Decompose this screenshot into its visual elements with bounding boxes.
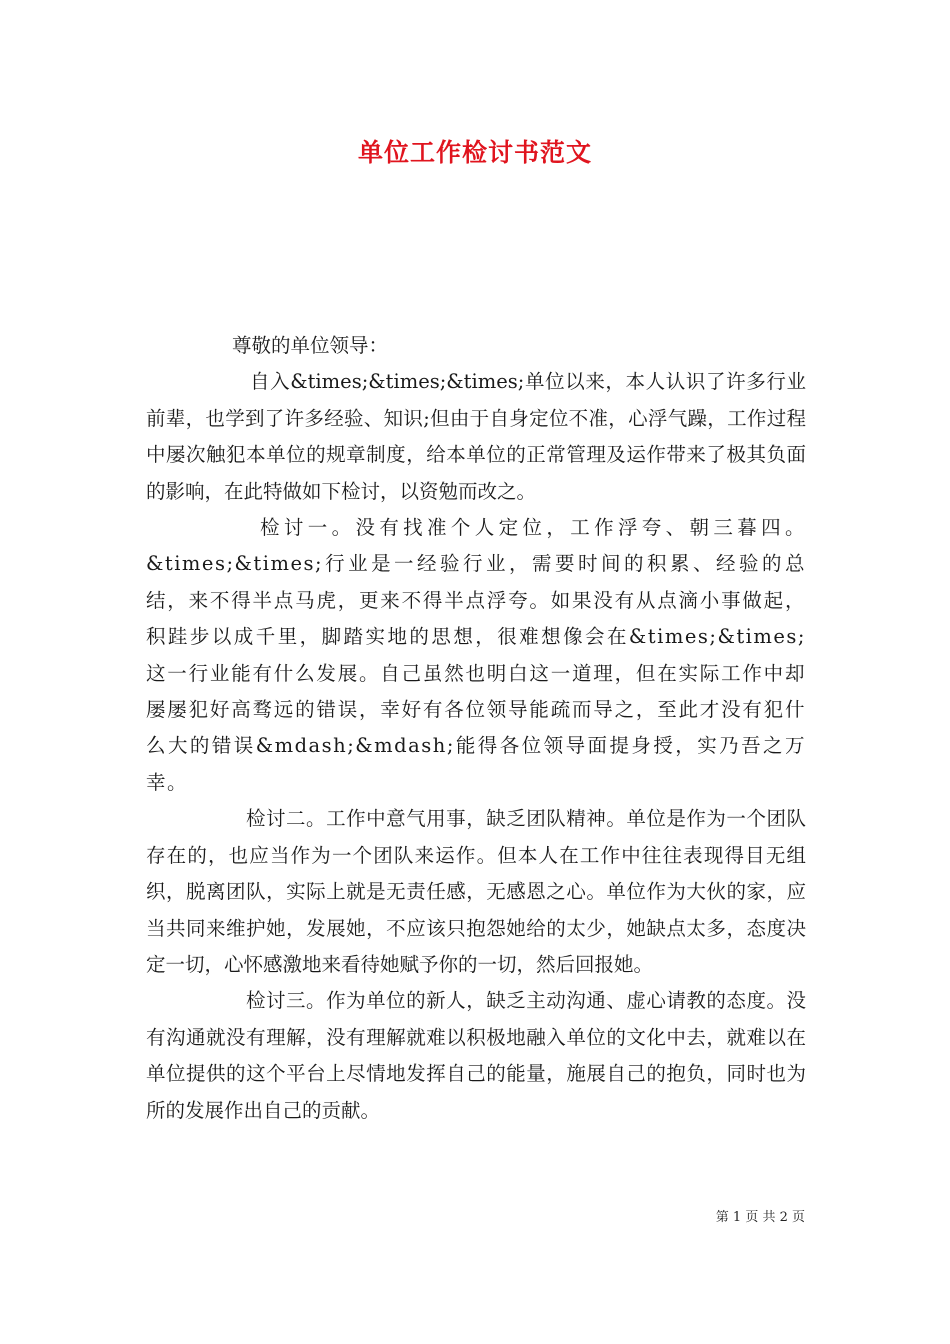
paragraph-review-three: 检讨三。作为单位的新人，缺乏主动沟通、虚心请教的态度。没有沟通就没有理解，没有理解就难以积极地融入单位的文化中去，就难以在单位提供的这个平台上尽情地发挥自己的能量，施展自己的抱负，同时也为所的发展作出自己的贡献。	[146, 989, 806, 1122]
document-title: 单位工作检讨书范文	[357, 138, 592, 167]
paragraph-review-one: 检讨一。没有找准个人定位，工作浮夸、朝三暮四。&times;&times;行业是一经验行业，需要时间的积累、经验的总结，来不得半点马虎，更来不得半点浮夸。如果没有从点滴小事做起，积跬步以成千里，脚踏实地的思想，很难想像会在&times;&times;这一行业能有什么发展。自己虽然也明白这一道理，但在实际工作中却屡屡犯好高骛远的错误，幸好有各位领导能疏而导之，至此才没有犯什么大的错误&mdash;&mdash;能得各位领导面提身授，实乃吾之万幸。	[146, 516, 806, 794]
page-indicator: 第 1 页 共 2 页	[715, 1210, 805, 1225]
salutation: 尊敬的单位领导：	[232, 334, 389, 357]
paragraph-review-two: 检讨二。工作中意气用事，缺乏团队精神。单位是作为一个团队存在的，也应当作为一个团队来运作。但本人在工作中往往表现得目无组织，脱离团队，实际上就是无责任感，无感恩之心。单位作为大伙的家，应当共同来维护她，发展她，不应该只抱怨她给的太少，她缺点太多，态度决定一切，心怀感激地来看待她赋予你的一切，然后回报她。	[146, 807, 806, 976]
document-body	[146, 328, 806, 1129]
paragraph-intro: 自入&times;&times;&times;单位以来，本人认识了许多行业前辈，也学到了许多经验、知识;但由于自身定位不准，心浮气躁，工作过程中屡次触犯本单位的规章制度，给本单位的正常管理及运作带来了极其负面的影响，在此特做如下检讨，以资勉而改之。	[146, 370, 806, 503]
